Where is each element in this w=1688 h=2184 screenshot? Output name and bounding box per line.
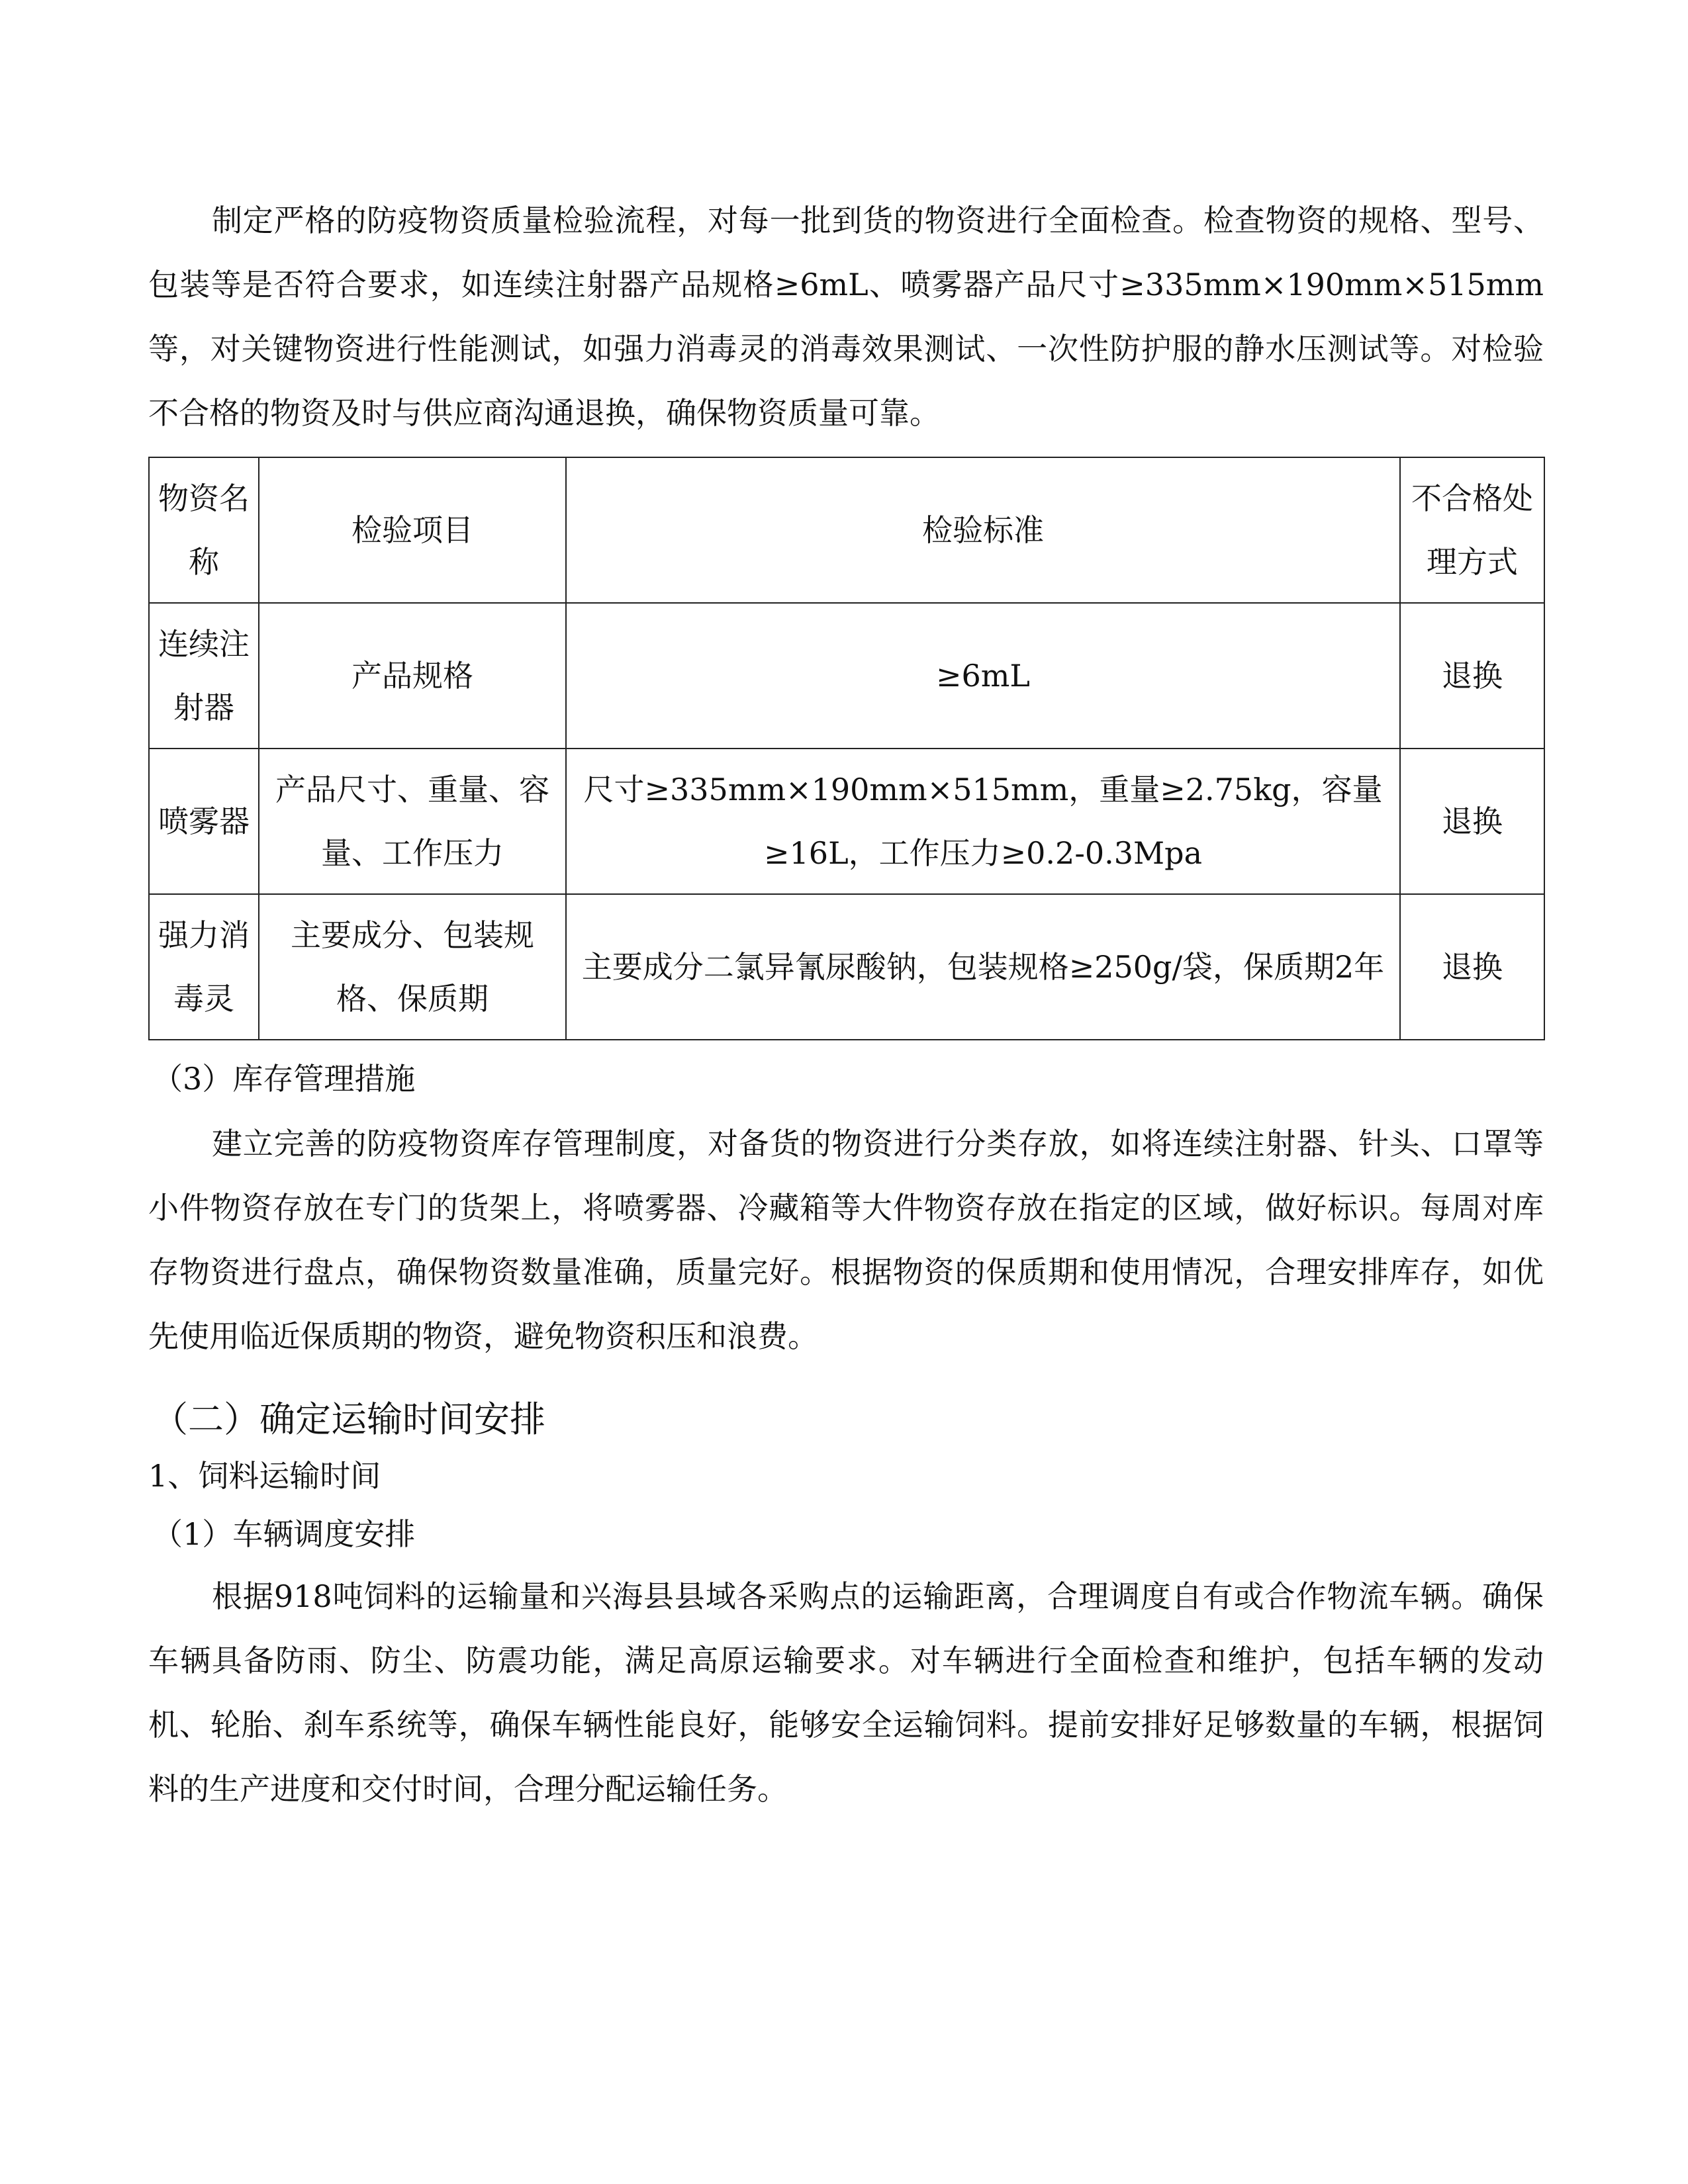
cell-inspection-items: 主要成分、包装规格、保质期 [259, 894, 566, 1040]
cell-handling-method: 退换 [1400, 749, 1544, 894]
inventory-paragraph: 建立完善的防疫物资库存管理制度，对备货的物资进行分类存放，如将连续注射器、针头、口罩等小件物资存放在专门的货架上，将喷雾器、冷藏箱等大件物资存放在指定的区域，做好标识。每周对库存物资进行盘点，确保物资数量准确，质量完好。根据物资的保质期和使用情况，合理安排库存，如优先使用临近保质期的物资，避免物资积压和浪费。 [148, 1126, 1544, 1354]
cell-handling-method: 退换 [1400, 603, 1544, 749]
table-row [149, 603, 1544, 749]
cell-material-name: 强力消毒灵 [149, 894, 259, 1040]
table-row [149, 749, 1544, 894]
vehicle-paragraph: 根据918吨饲料的运输量和兴海县县域各采购点的运输距离，合理调度自有或合作物流车辆。确保车辆具备防雨、防尘、防震功能，满足高原运输要求。对车辆进行全面检查和维护，包括车辆的发动机、轮胎、刹车系统等，确保车辆性能良好，能够安全运输饲料。提前安排好足够数量的车辆，根据饲料的生产进度和交付时间，合理分配运输任务。 [148, 1578, 1544, 1807]
cell-inspection-standard: ≥6mL [566, 603, 1400, 749]
inventory-heading: （3）库存管理措施 [152, 1061, 416, 1097]
header-material-name: 物资名称 [149, 457, 259, 603]
cell-inspection-standard: 主要成分二氯异氰尿酸钠，包装规格≥250g/袋，保质期2年 [566, 894, 1400, 1040]
cell-inspection-items: 产品规格 [259, 603, 566, 749]
inspection-table [148, 457, 1545, 1040]
header-inspection-standard: 检验标准 [566, 457, 1400, 603]
header-inspection-items: 检验项目 [259, 457, 566, 603]
header-handling-method: 不合格处理方式 [1400, 457, 1544, 603]
cell-handling-method: 退换 [1400, 894, 1544, 1040]
vehicle-heading: （1）车辆调度安排 [152, 1516, 416, 1552]
cell-inspection-standard: 尺寸≥335mm×190mm×515mm，重量≥2.75kg，容量≥16L，工作压力≥0.2-0.3Mpa [566, 749, 1400, 894]
cell-material-name: 连续注射器 [149, 603, 259, 749]
table-row [149, 894, 1544, 1040]
intro-paragraph: 制定严格的防疫物资质量检验流程，对每一批到货的物资进行全面检查。检查物资的规格、型号、包装等是否符合要求，如连续注射器产品规格≥6mL、喷雾器产品尺寸≥335mm×190mm×515mm等，对关键物资进行性能测试，如强力消毒灵的消毒效果测试、一次性防护服的静水压测试等。对检验不合格的物资及时与供应商沟通退换，确保物资质量可靠。 [148, 203, 1544, 431]
section-heading: （二）确定运输时间安排 [152, 1398, 545, 1440]
cell-material-name: 喷雾器 [149, 749, 259, 894]
subsection-heading: 1、饲料运输时间 [148, 1458, 381, 1494]
table-header-row [149, 457, 1544, 603]
cell-inspection-items: 产品尺寸、重量、容量、工作压力 [259, 749, 566, 894]
